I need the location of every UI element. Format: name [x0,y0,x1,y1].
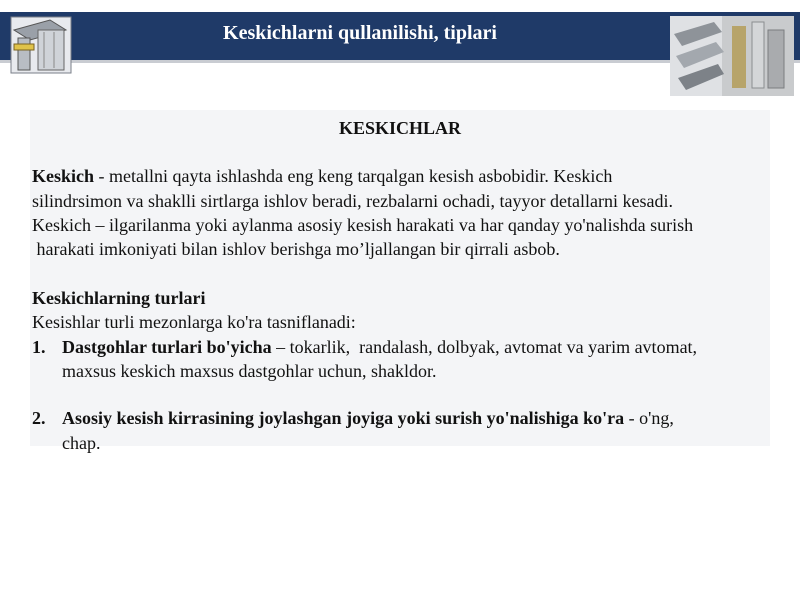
definition-line-1 [32,164,612,189]
section-heading: KESKICHLAR [338,118,462,138]
list-item-2 [62,406,674,431]
types-title [32,286,206,311]
list-item-1 [62,335,697,360]
types-intro: Kesishlar turli mezonlarga ko'ra tasniflanadi: [32,312,356,332]
list-item-1-bold: Dastgohlar turlari bo'yicha [62,337,272,357]
definition-line-1-text: - metallni qayta ishlashda eng keng tarqalgan kesish asbobidir. Keskich [94,166,613,186]
types-title-text: Keskichlarning turlari [32,288,206,308]
list-item-2-line-2: chap. [62,433,101,453]
definition-line-4: harakati imkoniyati bilan ishlov berishga mo’ljallangan bir qirrali asbob. [32,239,560,259]
page-title: Keskichlarni qullanilishi, tiplari [223,22,497,44]
list-item-2-bold: Asosiy kesish kirrasining joylashgan joyiga yoki surish yo'nalishiga ko'ra [62,408,625,428]
cutting-tools-photo [670,16,794,96]
list-item-2-num: 2. [32,408,46,428]
list-item-1-line-2: maxsus keskich maxsus dastgohlar uchun, shakldor. [62,361,437,381]
content-panel [30,110,770,446]
list-item-2-number [32,406,46,431]
definition-term: Keskich [32,166,95,186]
definition-line-3: Keskich – ilgarilanma yoki aylanma asosiy kesish harakati va har qanday yo'nalishda surish [32,215,694,235]
definition-line-2: silindrsimon va shaklli sirtlarga ishlov beradi, rezbalarni ochadi, tayyor detallarni kesadi. [32,191,673,211]
list-item-2-text: - o'ng, [624,408,674,428]
list-item-1-num: 1. [32,337,46,357]
cutting-tool-icon [10,16,72,74]
list-item-1-number [32,335,46,360]
list-item-1-text: – tokarlik, randalash, dolbyak, avtomat va yarim avtomat, [271,337,698,357]
